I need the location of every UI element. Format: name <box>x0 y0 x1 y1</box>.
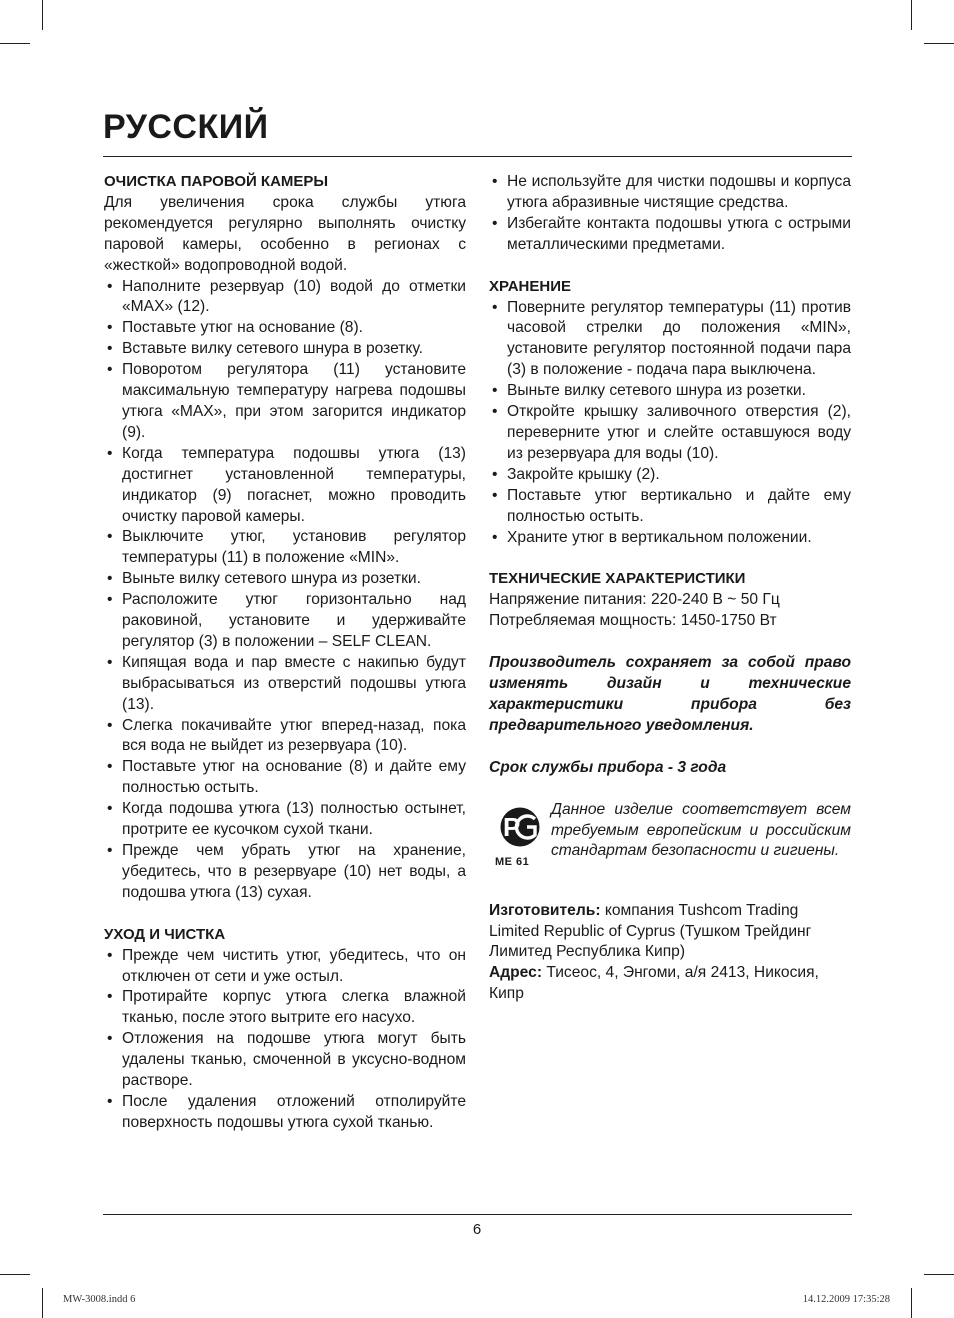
slug-file: MW-3008.indd 6 <box>63 1294 136 1305</box>
slug-datetime: 14.12.2009 17:35:28 <box>802 1294 890 1305</box>
list-item: • Избегайте контакта подошвы утюга с острыми металлическими предметами. <box>492 214 851 253</box>
steam-cleaning-list <box>104 277 466 904</box>
certification-block <box>489 800 851 880</box>
storage-list <box>489 298 851 549</box>
specs-heading: ТЕХНИЧЕСКИЕ ХАРАКТЕРИСТИКИ <box>489 570 746 588</box>
address-label: Адрес: <box>489 964 543 982</box>
list-item: • Выньте вилку сетевого шнура из розетки. <box>492 382 806 400</box>
address <box>489 963 851 1005</box>
crop-mark <box>42 0 43 30</box>
crop-mark <box>42 1288 43 1318</box>
svg-text:P: P <box>503 811 521 842</box>
crop-mark <box>911 1288 912 1318</box>
manufacturer-text: компания Tushcom Trading Limited Republic of Cyprus (Тушком Трейдинг Лимитед Республика Кипр) <box>489 901 812 961</box>
steam-cleaning-intro: Для увеличения срока службы утюга рекомендуется регулярно выполнять очистку паровой камеры, особенно в регионах с «жесткой» водопроводной водой. <box>104 193 466 274</box>
list-item: • Отложения на подошве утюга могут быть удалены тканью, смоченной в уксусно-водном растворе. <box>107 1030 466 1090</box>
list-item: • Прежде чем убрать утюг на хранение, убедитесь, что в резервуаре (10) нет воды, а подошва утюга (13) сухая. <box>107 842 466 901</box>
steam-cleaning-heading: ОЧИСТКА ПАРОВОЙ КАМЕРЫ <box>104 173 329 190</box>
certification-logo <box>489 800 551 880</box>
spec-voltage: Напряжение питания: 220-240 В ~ 50 Гц <box>489 591 780 609</box>
list-item: • Расположите утюг горизонтально над раковиной, установите и удерживайте регулятор (3) в положении – SELF CLEAN. <box>107 591 466 650</box>
list-item: • Поставьте утюг вертикально и дайте ему полностью остыть. <box>492 486 851 525</box>
disclaimer: Производитель сохраняет за собой право изменять дизайн и технические характеристики прибора без предварительного уведомления. <box>489 654 851 734</box>
right-column <box>489 172 851 1005</box>
list-item: • Слегка покачивайте утюг вперед-назад, пока вся вода не выйдет из резервуара (10). <box>107 716 466 755</box>
list-item: • Вставьте вилку сетевого шнура в розетку. <box>107 340 423 358</box>
list-item: • Поверните регулятор температуры (11) против часовой стрелки до положения «MIN», установите регулятор постоянной подачи пара (3) в положение - подача пара выключена. <box>492 298 851 379</box>
address-text: Тисеос, 4, Энгоми, а/я 2413, Никосия, Кипр <box>489 964 819 1003</box>
list-item: • Когда подошва утюга (13) полностью остынет, протрите ее кусочком сухой ткани. <box>107 800 466 839</box>
manufacturer <box>489 901 851 964</box>
list-item: • Храните утюг в вертикальном положении. <box>492 528 812 546</box>
page-title: РУССКИЙ <box>103 108 269 146</box>
list-item: • Откройте крышку заливочного отверстия (2), переверните утюг и слейте оставшуюся воду из резервуара для воды (10). <box>492 403 851 462</box>
care-list <box>104 946 466 1134</box>
spec-power: Потребляемая мощность: 1450-1750 Вт <box>489 612 777 630</box>
crop-mark <box>924 1274 954 1275</box>
list-item: • Поставьте утюг на основание (8) и дайте ему полностью остыть. <box>107 758 466 797</box>
list-item: • Протирайте корпус утюга слегка влажной тканью, после этого вытрите его насухо. <box>107 988 466 1027</box>
list-item: • Поворотом регулятора (11) установите максимальную температуру нагрева подошвы утюга «MAX», при этом загорится индикатор (9). <box>107 361 466 441</box>
rst-mark-icon <box>499 806 541 848</box>
left-column <box>104 172 466 1134</box>
list-item: • Наполните резервуар (10) водой до отметки «MAX» (12). <box>107 277 466 316</box>
page-number: 6 <box>472 1221 482 1238</box>
list-item: • Не используйте для чистки подошвы и корпуса утюга абразивные чистящие средства. <box>492 173 851 211</box>
certification-text: Данное изделие соответствует всем требуемым европейским и российским стандартам безопасности и гигиены. <box>551 800 851 860</box>
service-life: Срок службы прибора - 3 года <box>489 758 727 776</box>
care-continued-list <box>489 172 851 256</box>
list-item: • Поставьте утюг на основание (8). <box>107 319 364 337</box>
manufacturer-label: Изготовитель: <box>489 901 601 919</box>
certification-code: ME 61 <box>495 855 530 868</box>
bottom-rule <box>103 1214 852 1215</box>
crop-mark <box>911 0 912 30</box>
care-heading: УХОД И ЧИСТКА <box>104 925 226 943</box>
list-item: • После удаления отложений отполируйте поверхность подошвы утюга сухой тканью. <box>107 1092 466 1131</box>
list-item: • Выньте вилку сетевого шнура из розетки. <box>107 570 421 588</box>
list-item: • Закройте крышку (2). <box>492 465 660 483</box>
crop-mark <box>0 43 30 44</box>
list-item: • Когда температура подошвы утюга (13) достигнет установленной температуры, индикатор (9) погаснет, можно проводить очистку паровой камеры. <box>107 444 466 525</box>
storage-heading: ХРАНЕНИЕ <box>489 277 571 295</box>
crop-mark <box>924 43 954 44</box>
list-item: • Выключите утюг, установив регулятор температуры (11) в положение «MIN». <box>107 528 466 567</box>
crop-mark <box>0 1274 30 1275</box>
list-item: • Кипящая вода и пар вместе с накипью будут выбрасываться из отверстий подошвы утюга (13). <box>107 653 466 713</box>
top-rule <box>103 156 852 157</box>
list-item: • Прежде чем чистить утюг, убедитесь, что он отключен от сети и уже остыл. <box>107 946 466 985</box>
